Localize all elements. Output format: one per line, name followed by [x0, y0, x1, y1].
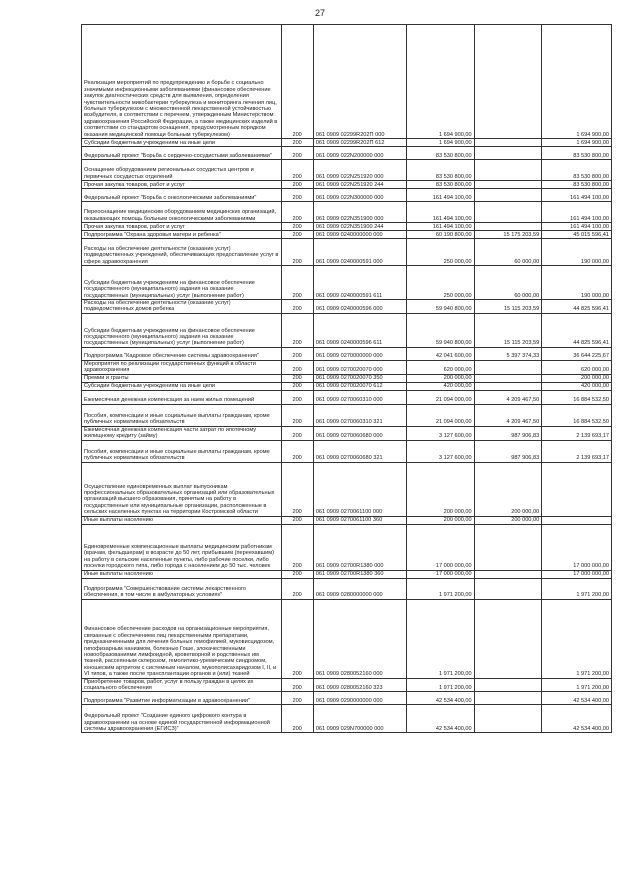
row-kbk-cell: 061 0909 022N351900 000 [313, 202, 406, 223]
row-amount-cell: 200 000,00 [407, 516, 475, 524]
row-executed-cell: 987 906,83 [474, 440, 542, 462]
row-amount-cell: 21 094 000,00 [407, 390, 475, 404]
row-remainder-cell: 620 000,00 [542, 360, 612, 374]
row-name-cell: Иные выплаты населению [82, 570, 282, 578]
table-row [82, 599, 612, 678]
row-name-cell: Осуществление единовременных выплат выпускникам профессиональных образовательных организаций или образовательных организаций высшего образования, принятым на работу в государственные или муниципальные организации, расположенные в сельских населенных пунктах на территории Костромской области [82, 462, 282, 516]
row-code-cell: 200 [281, 313, 313, 347]
table-row [82, 578, 612, 599]
row-code-cell: 200 [281, 189, 313, 202]
row-amount-cell: 17 000 000,00 [407, 570, 475, 578]
table-row [82, 678, 612, 692]
row-kbk-cell: 061 0909 02299R202П 000 [313, 25, 406, 139]
row-code-cell: 200 [281, 426, 313, 440]
row-executed-cell [474, 382, 542, 390]
row-name-cell: Переоснащение медицинским оборудованием медицинских организаций, оказывающих помощь больным онкологическими заболеваниями [82, 202, 282, 223]
row-code-cell: 200 [281, 223, 313, 231]
row-name-cell: Реализация мероприятий по предупреждению и борьбе с социально значимыми инфекционными заболеваниями (финансовое обеспечение закупок диагностических средств для выявления, определения чувствительности микобактерии туберкулеза и мониторинга лечения лиц, больных туберкулезом с множественной лекарственной устойчивостью возбудителя, в соответствии с перечнем, утвержденным Министерством здравоохранения Российской Федерации, а также медицинских изделий в соответствии со стандартом оснащения, предусмотренным порядком оказания медицинской помощи больным туберкулезом) [82, 25, 282, 139]
table-row [82, 239, 612, 266]
row-name-cell: Пособия, компенсации и иные социальные выплаты гражданам, кроме публичных нормативных обязательств [82, 404, 282, 426]
row-executed-cell: 987 906,83 [474, 426, 542, 440]
table-row [82, 181, 612, 189]
table-row [82, 347, 612, 360]
row-kbk-cell: 061 0909 022N251920 000 [313, 160, 406, 181]
row-name-cell: Подпрограмма "Кадровое обеспечение системы здравоохранения" [82, 347, 282, 360]
row-remainder-cell: 161 494 100,00 [542, 202, 612, 223]
row-code-cell: 200 [281, 692, 313, 705]
row-executed-cell: 5 397 374,33 [474, 347, 542, 360]
row-name-cell: Прочая закупка товаров, работ и услуг [82, 181, 282, 189]
row-amount-cell: 21 094 000,00 [407, 404, 475, 426]
table-row [82, 266, 612, 300]
row-executed-cell [474, 599, 542, 678]
row-kbk-cell: 061 0909 022N300000 000 [313, 189, 406, 202]
row-executed-cell [474, 578, 542, 599]
row-executed-cell: 60 000,00 [474, 266, 542, 300]
row-amount-cell: 161 494 100,00 [407, 223, 475, 231]
row-amount-cell: 42 041 600,00 [407, 347, 475, 360]
row-kbk-cell: 061 0909 022N200000 000 [313, 147, 406, 160]
row-name-cell: Федеральный проект "Создание единого цифрового контура в здравоохранении на основе единой государственной информационной системы здравоохранения (ЕГИСЗ)" [82, 705, 282, 733]
row-amount-cell: 59 940 800,00 [407, 300, 475, 314]
row-executed-cell [474, 524, 542, 570]
row-amount-cell: 161 494 100,00 [407, 202, 475, 223]
row-remainder-cell: 16 884 532,50 [542, 404, 612, 426]
row-remainder-cell: 42 534 400,00 [542, 705, 612, 733]
row-name-cell: Субсидии бюджетным учреждениям на иные цели [82, 382, 282, 390]
table-row [82, 516, 612, 524]
row-executed-cell [474, 678, 542, 692]
row-amount-cell: 420 000,00 [407, 382, 475, 390]
table-row [82, 374, 612, 382]
row-executed-cell [474, 160, 542, 181]
row-remainder-cell: 1 971 200,00 [542, 578, 612, 599]
row-name-cell: Финансовое обеспечение расходов на организационные мероприятия, связанные с обеспечением лиц лекарственными препаратами, предназначенными для лечения больных гемофилией, муковисцидозом, гипофизарным нанизмом, болезнью Гоше, злокачественными новообразованиями лимфоидной, кроветворной и родственных им тканей, рассеянным склерозом, гемолитико-уремическим синдромом, юношеским артритом с системным началом, мукополисахаридозом I, II, и VI типов, а также после трансплантации органов и (или) тканей [82, 599, 282, 678]
row-remainder-cell: 42 534 400,00 [542, 692, 612, 705]
row-code-cell: 200 [281, 231, 313, 239]
row-kbk-cell: 061 0909 0270061100 000 [313, 462, 406, 516]
row-code-cell: 200 [281, 181, 313, 189]
row-kbk-cell: 061 0909 0270060680 321 [313, 440, 406, 462]
row-code-cell: 200 [281, 705, 313, 733]
row-amount-cell: 17 000 000,00 [407, 524, 475, 570]
row-name-cell: Иные выплаты населению [82, 516, 282, 524]
table-row [82, 139, 612, 147]
row-amount-cell: 1 971 200,00 [407, 599, 475, 678]
row-name-cell: Единовременные компенсационные выплаты медицинским работникам (врачам, фельдшерам) в возрасте до 50 лет, прибывшим (переехавшим) на работу в сельские населенные пункты, либо рабочие поселки, либо поселки городского типа, либо города с населением до 50 тыс. человек [82, 524, 282, 570]
budget-table-body [82, 25, 612, 733]
row-remainder-cell: 36 644 225,67 [542, 347, 612, 360]
row-executed-cell [474, 189, 542, 202]
row-executed-cell [474, 705, 542, 733]
row-amount-cell: 1 971 200,00 [407, 578, 475, 599]
row-kbk-cell: 061 0909 02700R1380 360 [313, 570, 406, 578]
row-remainder-cell: 1 694 900,00 [542, 25, 612, 139]
row-remainder-cell: 420 000,00 [542, 382, 612, 390]
row-code-cell: 200 [281, 390, 313, 404]
row-kbk-cell: 061 0909 0270000000 000 [313, 347, 406, 360]
table-row [82, 360, 612, 374]
row-name-cell: Субсидии бюджетным учреждениям на финансовое обеспечение государственного (муниципального) задания на оказание государственных (муниципальных) услуг (выполнение работ) [82, 313, 282, 347]
row-executed-cell: 200 000,00 [474, 516, 542, 524]
row-executed-cell [474, 570, 542, 578]
table-row [82, 462, 612, 516]
row-amount-cell: 83 530 800,00 [407, 147, 475, 160]
row-kbk-cell: 061 0909 022N351900 244 [313, 223, 406, 231]
row-remainder-cell: 1 971 200,00 [542, 599, 612, 678]
budget-table [81, 24, 612, 733]
row-amount-cell: 200 000,00 [407, 462, 475, 516]
table-row [82, 524, 612, 570]
row-amount-cell: 161 494 100,00 [407, 189, 475, 202]
table-row [82, 160, 612, 181]
page-number: 27 [314, 8, 325, 18]
row-kbk-cell: 061 0909 0240000596 000 [313, 300, 406, 314]
row-code-cell: 200 [281, 678, 313, 692]
table-row [82, 300, 612, 314]
row-kbk-cell: 061 0909 0270020070 612 [313, 382, 406, 390]
row-kbk-cell: 061 0909 0240000591 611 [313, 266, 406, 300]
row-kbk-cell: 061 0909 0240000591 000 [313, 239, 406, 266]
table-row [82, 313, 612, 347]
row-remainder-cell: 16 884 532,50 [542, 390, 612, 404]
row-remainder-cell: 1 694 900,00 [542, 139, 612, 147]
row-kbk-cell: 061 0909 0270060310 000 [313, 390, 406, 404]
row-name-cell: Субсидии бюджетным учреждениям на финансовое обеспечение государственного (муниципального) задания на оказание государственных (муниципальных) услуг (выполнение работ) [82, 266, 282, 300]
row-code-cell: 200 [281, 570, 313, 578]
row-amount-cell: 1 971 200,00 [407, 678, 475, 692]
row-executed-cell [474, 25, 542, 139]
row-kbk-cell: 061 0909 02700R1380 000 [313, 524, 406, 570]
row-executed-cell: 4 209 467,50 [474, 390, 542, 404]
row-executed-cell: 15 175 203,59 [474, 231, 542, 239]
row-amount-cell: 620 000,00 [407, 360, 475, 374]
row-remainder-cell: 161 494 100,00 [542, 223, 612, 231]
table-row [82, 705, 612, 733]
row-code-cell: 200 [281, 404, 313, 426]
row-executed-cell [474, 374, 542, 382]
row-name-cell: Субсидии бюджетным учреждениям на иные цели [82, 139, 282, 147]
row-amount-cell: 60 190 800,00 [407, 231, 475, 239]
row-name-cell: Приобретение товаров, работ, услуг в пользу граждан в целях их социального обеспечения [82, 678, 282, 692]
row-kbk-cell: 061 0909 0280000000 000 [313, 578, 406, 599]
row-executed-cell: 15 115 203,59 [474, 313, 542, 347]
table-row [82, 189, 612, 202]
table-row [82, 426, 612, 440]
row-code-cell: 200 [281, 202, 313, 223]
row-amount-cell: 200 000,00 [407, 374, 475, 382]
row-name-cell: Расходы на обеспечение деятельности (оказание услуг) подведомственных домов ребенка [82, 300, 282, 314]
row-remainder-cell: 83 530 800,00 [542, 147, 612, 160]
row-amount-cell: 250 000,00 [407, 239, 475, 266]
table-row [82, 570, 612, 578]
row-executed-cell [474, 181, 542, 189]
row-name-cell: Ежемесячная денежная компенсация части затрат по ипотечному жилищному кредиту (займу) [82, 426, 282, 440]
row-code-cell: 200 [281, 599, 313, 678]
row-name-cell: Федеральный проект "Борьба с сердечно-сосудистыми заболеваниями" [82, 147, 282, 160]
row-remainder-cell: 83 530 800,00 [542, 181, 612, 189]
row-code-cell: 200 [281, 147, 313, 160]
table-row [82, 692, 612, 705]
table-row [82, 231, 612, 239]
row-kbk-cell: 061 0909 0270061100 360 [313, 516, 406, 524]
row-code-cell: 200 [281, 462, 313, 516]
table-row [82, 382, 612, 390]
row-kbk-cell: 061 0909 0240000596 611 [313, 313, 406, 347]
table-row [82, 147, 612, 160]
row-remainder-cell: 44 825 596,41 [542, 300, 612, 314]
row-name-cell: Пособия, компенсации и иные социальные выплаты гражданам, кроме публичных нормативных обязательств [82, 440, 282, 462]
table-row [82, 202, 612, 223]
row-code-cell: 200 [281, 160, 313, 181]
row-kbk-cell: 061 0909 0270020070 000 [313, 360, 406, 374]
row-executed-cell: 4 209 467,50 [474, 404, 542, 426]
row-remainder-cell: 190 000,00 [542, 239, 612, 266]
row-remainder-cell: 2 139 693,17 [542, 440, 612, 462]
table-row [82, 404, 612, 426]
table-row [82, 223, 612, 231]
row-kbk-cell: 061 0909 0270020070 350 [313, 374, 406, 382]
row-name-cell: Подпрограмма "Развитие информатизации в здравоохранении" [82, 692, 282, 705]
row-kbk-cell: 061 0909 0240000000 000 [313, 231, 406, 239]
row-remainder-cell: 200 000,00 [542, 374, 612, 382]
row-executed-cell [474, 223, 542, 231]
row-code-cell: 200 [281, 440, 313, 462]
row-kbk-cell: 061 0909 02299R202П 612 [313, 139, 406, 147]
row-kbk-cell: 061 0909 0280052160 000 [313, 599, 406, 678]
row-kbk-cell: 061 0909 0280052160 323 [313, 678, 406, 692]
row-remainder-cell [542, 462, 612, 516]
row-code-cell: 200 [281, 382, 313, 390]
row-executed-cell: 200 000,00 [474, 462, 542, 516]
row-kbk-cell: 061 0909 022N251920 244 [313, 181, 406, 189]
row-code-cell: 200 [281, 374, 313, 382]
row-amount-cell: 83 530 800,00 [407, 181, 475, 189]
row-remainder-cell: 17 000 000,00 [542, 524, 612, 570]
row-remainder-cell: 44 825 596,41 [542, 313, 612, 347]
row-remainder-cell [542, 516, 612, 524]
row-name-cell: Оснащение оборудованием региональных сосудистых центров и первичных сосудистых отделений [82, 160, 282, 181]
row-code-cell: 200 [281, 300, 313, 314]
row-remainder-cell: 190 000,00 [542, 266, 612, 300]
row-code-cell: 200 [281, 239, 313, 266]
row-code-cell: 200 [281, 347, 313, 360]
row-name-cell: Подпрограмма "Совершенствование системы лекарственного обеспечения, в том числе в амбулаторных условиях" [82, 578, 282, 599]
row-kbk-cell: 061 0909 0270060680 000 [313, 426, 406, 440]
row-amount-cell: 250 000,00 [407, 266, 475, 300]
row-name-cell: Федеральный проект "Борьба с онкологическими заболеваниями" [82, 189, 282, 202]
row-code-cell: 200 [281, 25, 313, 139]
row-name-cell: Подпрограмма "Охрана здоровья матери и ребенка" [82, 231, 282, 239]
row-executed-cell [474, 139, 542, 147]
row-executed-cell [474, 360, 542, 374]
row-kbk-cell: 061 0909 029N700000 000 [313, 705, 406, 733]
row-executed-cell: 15 115 203,59 [474, 300, 542, 314]
row-name-cell: Ежемесячная денежная компенсация за наем жилых помещений [82, 390, 282, 404]
row-executed-cell [474, 692, 542, 705]
row-name-cell: Премии и гранты [82, 374, 282, 382]
row-amount-cell: 83 530 800,00 [407, 160, 475, 181]
row-remainder-cell: 17 000 000,00 [542, 570, 612, 578]
row-remainder-cell: 161 494 100,00 [542, 189, 612, 202]
row-code-cell: 200 [281, 524, 313, 570]
row-code-cell: 200 [281, 578, 313, 599]
row-amount-cell: 59 940 800,00 [407, 313, 475, 347]
row-code-cell: 200 [281, 266, 313, 300]
row-name-cell: Расходы на обеспечение деятельности (оказание услуг) подведомственных учреждений, обеспечивающих предоставление услуг в сфере здравоохранения [82, 239, 282, 266]
row-executed-cell [474, 147, 542, 160]
row-code-cell: 200 [281, 360, 313, 374]
row-remainder-cell: 83 530 800,00 [542, 160, 612, 181]
row-amount-cell: 42 534 400,00 [407, 705, 475, 733]
table-row [82, 390, 612, 404]
row-remainder-cell: 2 139 693,17 [542, 426, 612, 440]
row-amount-cell: 42 534 400,00 [407, 692, 475, 705]
row-code-cell: 200 [281, 139, 313, 147]
row-name-cell: Прочая закупка товаров, работ и услуг [82, 223, 282, 231]
row-executed-cell [474, 202, 542, 223]
row-amount-cell: 3 127 600,00 [407, 440, 475, 462]
table-row [82, 440, 612, 462]
row-kbk-cell: 061 0909 0270060310 321 [313, 404, 406, 426]
row-code-cell: 200 [281, 516, 313, 524]
row-name-cell: Мероприятия по реализации государственных функций в области здравоохранения [82, 360, 282, 374]
row-remainder-cell: 1 971 200,00 [542, 678, 612, 692]
row-kbk-cell: 061 0909 0290000000 000 [313, 692, 406, 705]
row-amount-cell: 3 127 600,00 [407, 426, 475, 440]
table-row [82, 25, 612, 139]
row-executed-cell: 60 000,00 [474, 239, 542, 266]
row-remainder-cell: 45 015 596,41 [542, 231, 612, 239]
row-amount-cell: 1 694 900,00 [407, 25, 475, 139]
row-amount-cell: 1 694 900,00 [407, 139, 475, 147]
